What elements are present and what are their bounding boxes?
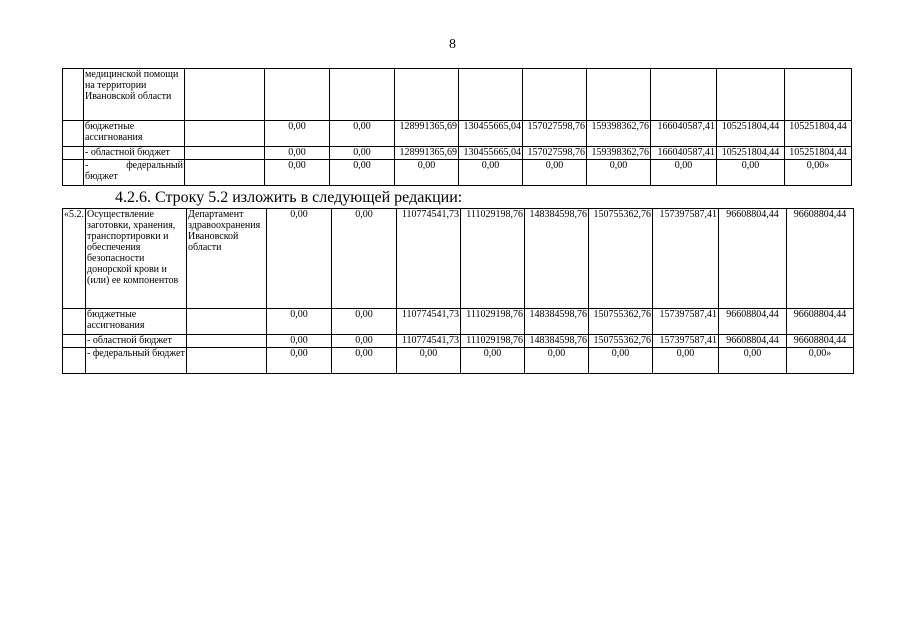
row-number-cell xyxy=(63,69,84,121)
value-cell: 96608804,44 xyxy=(787,335,854,348)
value-cell: 159398362,76 xyxy=(587,147,651,160)
value-cell: 130455665,04 xyxy=(459,147,523,160)
value-cell: 128991365,69 xyxy=(395,147,459,160)
value-cell: 0,00 xyxy=(330,160,395,186)
executor-cell xyxy=(185,160,265,186)
value-cell xyxy=(459,69,523,121)
value-cell: 0,00» xyxy=(787,348,854,374)
value-cell xyxy=(265,69,330,121)
executor-cell: Департамент здравоохранения Ивановской области xyxy=(187,209,267,309)
value-cell: 96608804,44 xyxy=(787,309,854,335)
row-number-cell xyxy=(63,335,86,348)
value-cell: 110774541,73 xyxy=(397,309,461,335)
value-cell: 0,00 xyxy=(523,160,587,186)
value-cell: 0,00 xyxy=(332,209,397,309)
row-name-cell: - областной бюджет xyxy=(84,147,185,160)
row-number-cell: «5.2. xyxy=(63,209,86,309)
row-name-cell: медицинской помощи на территории Ивановской области xyxy=(84,69,185,121)
budget-table-continued xyxy=(62,68,852,186)
value-cell: 105251804,44 xyxy=(785,147,852,160)
row-number-cell xyxy=(63,309,86,335)
executor-cell xyxy=(187,309,267,335)
value-cell xyxy=(330,69,395,121)
value-cell: 0,00 xyxy=(330,147,395,160)
value-cell: 105251804,44 xyxy=(717,147,785,160)
value-cell: 157027598,76 xyxy=(523,121,587,147)
value-cell: 0,00 xyxy=(461,348,525,374)
value-cell: 0,00 xyxy=(267,309,332,335)
value-cell: 148384598,76 xyxy=(525,335,589,348)
value-cell: 0,00 xyxy=(653,348,719,374)
value-cell: 0,00 xyxy=(395,160,459,186)
row-name-cell: Осуществление заготовки, хранения, транспортировки и обеспечения безопасности донорской крови и (или) ее компонентов xyxy=(86,209,187,309)
row-number-cell xyxy=(63,147,84,160)
value-cell: 166040587,41 xyxy=(651,147,717,160)
executor-cell xyxy=(187,348,267,374)
value-cell: 110774541,73 xyxy=(397,209,461,309)
value-cell: 96608804,44 xyxy=(719,309,787,335)
table-row xyxy=(63,209,854,309)
table-row xyxy=(63,309,854,335)
value-cell: 0,00 xyxy=(459,160,523,186)
value-cell: 0,00 xyxy=(332,309,397,335)
value-cell: 0,00 xyxy=(651,160,717,186)
value-cell xyxy=(523,69,587,121)
value-cell: 111029198,76 xyxy=(461,209,525,309)
value-cell: 128991365,69 xyxy=(395,121,459,147)
executor-cell xyxy=(185,69,265,121)
value-cell: 0,00 xyxy=(330,121,395,147)
value-cell: 148384598,76 xyxy=(525,309,589,335)
value-cell: 0,00 xyxy=(719,348,787,374)
value-cell: 96608804,44 xyxy=(719,335,787,348)
value-cell: 105251804,44 xyxy=(717,121,785,147)
page-number: 8 xyxy=(449,37,456,52)
value-cell: 111029198,76 xyxy=(461,335,525,348)
value-cell: 105251804,44 xyxy=(785,121,852,147)
executor-cell xyxy=(187,335,267,348)
value-cell xyxy=(717,69,785,121)
table-row xyxy=(63,335,854,348)
value-cell: 0,00 xyxy=(525,348,589,374)
value-cell: 150755362,76 xyxy=(589,209,653,309)
row-name-cell: бюджетные ассигнования xyxy=(84,121,185,147)
executor-cell xyxy=(185,121,265,147)
row-name-cell xyxy=(84,160,185,186)
row-number-cell xyxy=(63,160,84,186)
budget-text: бюджет xyxy=(85,171,118,182)
value-cell xyxy=(395,69,459,121)
value-cell: 150755362,76 xyxy=(589,309,653,335)
value-cell: 96608804,44 xyxy=(719,209,787,309)
value-cell: 0,00 xyxy=(332,335,397,348)
table-row xyxy=(63,69,852,121)
value-cell: 130455665,04 xyxy=(459,121,523,147)
value-cell: 0,00 xyxy=(397,348,461,374)
value-cell: 0,00 xyxy=(265,160,330,186)
row-name-cell: - областной бюджет xyxy=(86,335,187,348)
value-cell: 157397587,41 xyxy=(653,309,719,335)
value-cell: 0,00 xyxy=(332,348,397,374)
value-cell: 159398362,76 xyxy=(587,121,651,147)
table-row xyxy=(63,147,852,160)
value-cell: 157027598,76 xyxy=(523,147,587,160)
value-cell: 110774541,73 xyxy=(397,335,461,348)
federal-text: федеральный xyxy=(126,160,183,171)
value-cell: 0,00 xyxy=(267,348,332,374)
value-cell: 0,00 xyxy=(265,147,330,160)
value-cell: 0,00» xyxy=(785,160,852,186)
value-cell: 111029198,76 xyxy=(461,309,525,335)
value-cell: 166040587,41 xyxy=(651,121,717,147)
value-cell: 96608804,44 xyxy=(787,209,854,309)
value-cell: 157397587,41 xyxy=(653,335,719,348)
value-cell: 157397587,41 xyxy=(653,209,719,309)
executor-cell xyxy=(185,147,265,160)
section-heading: 4.2.6. Строку 5.2 изложить в следующей редакции: xyxy=(115,189,463,206)
value-cell xyxy=(651,69,717,121)
dash-text: - xyxy=(85,160,89,171)
row-number-cell xyxy=(63,348,86,374)
budget-table-row-5-2 xyxy=(62,208,854,374)
table-row xyxy=(63,121,852,147)
row-name-cell: бюджетные ассигнования xyxy=(86,309,187,335)
value-cell: 0,00 xyxy=(587,160,651,186)
value-cell: 148384598,76 xyxy=(525,209,589,309)
row-name-cell: - федеральный бюджет xyxy=(86,348,187,374)
value-cell: 0,00 xyxy=(717,160,785,186)
value-cell xyxy=(587,69,651,121)
value-cell: 0,00 xyxy=(265,121,330,147)
value-cell: 0,00 xyxy=(589,348,653,374)
value-cell xyxy=(785,69,852,121)
value-cell: 0,00 xyxy=(267,209,332,309)
value-cell: 150755362,76 xyxy=(589,335,653,348)
table-row xyxy=(63,160,852,186)
table-row xyxy=(63,348,854,374)
row-number-cell xyxy=(63,121,84,147)
value-cell: 0,00 xyxy=(267,335,332,348)
